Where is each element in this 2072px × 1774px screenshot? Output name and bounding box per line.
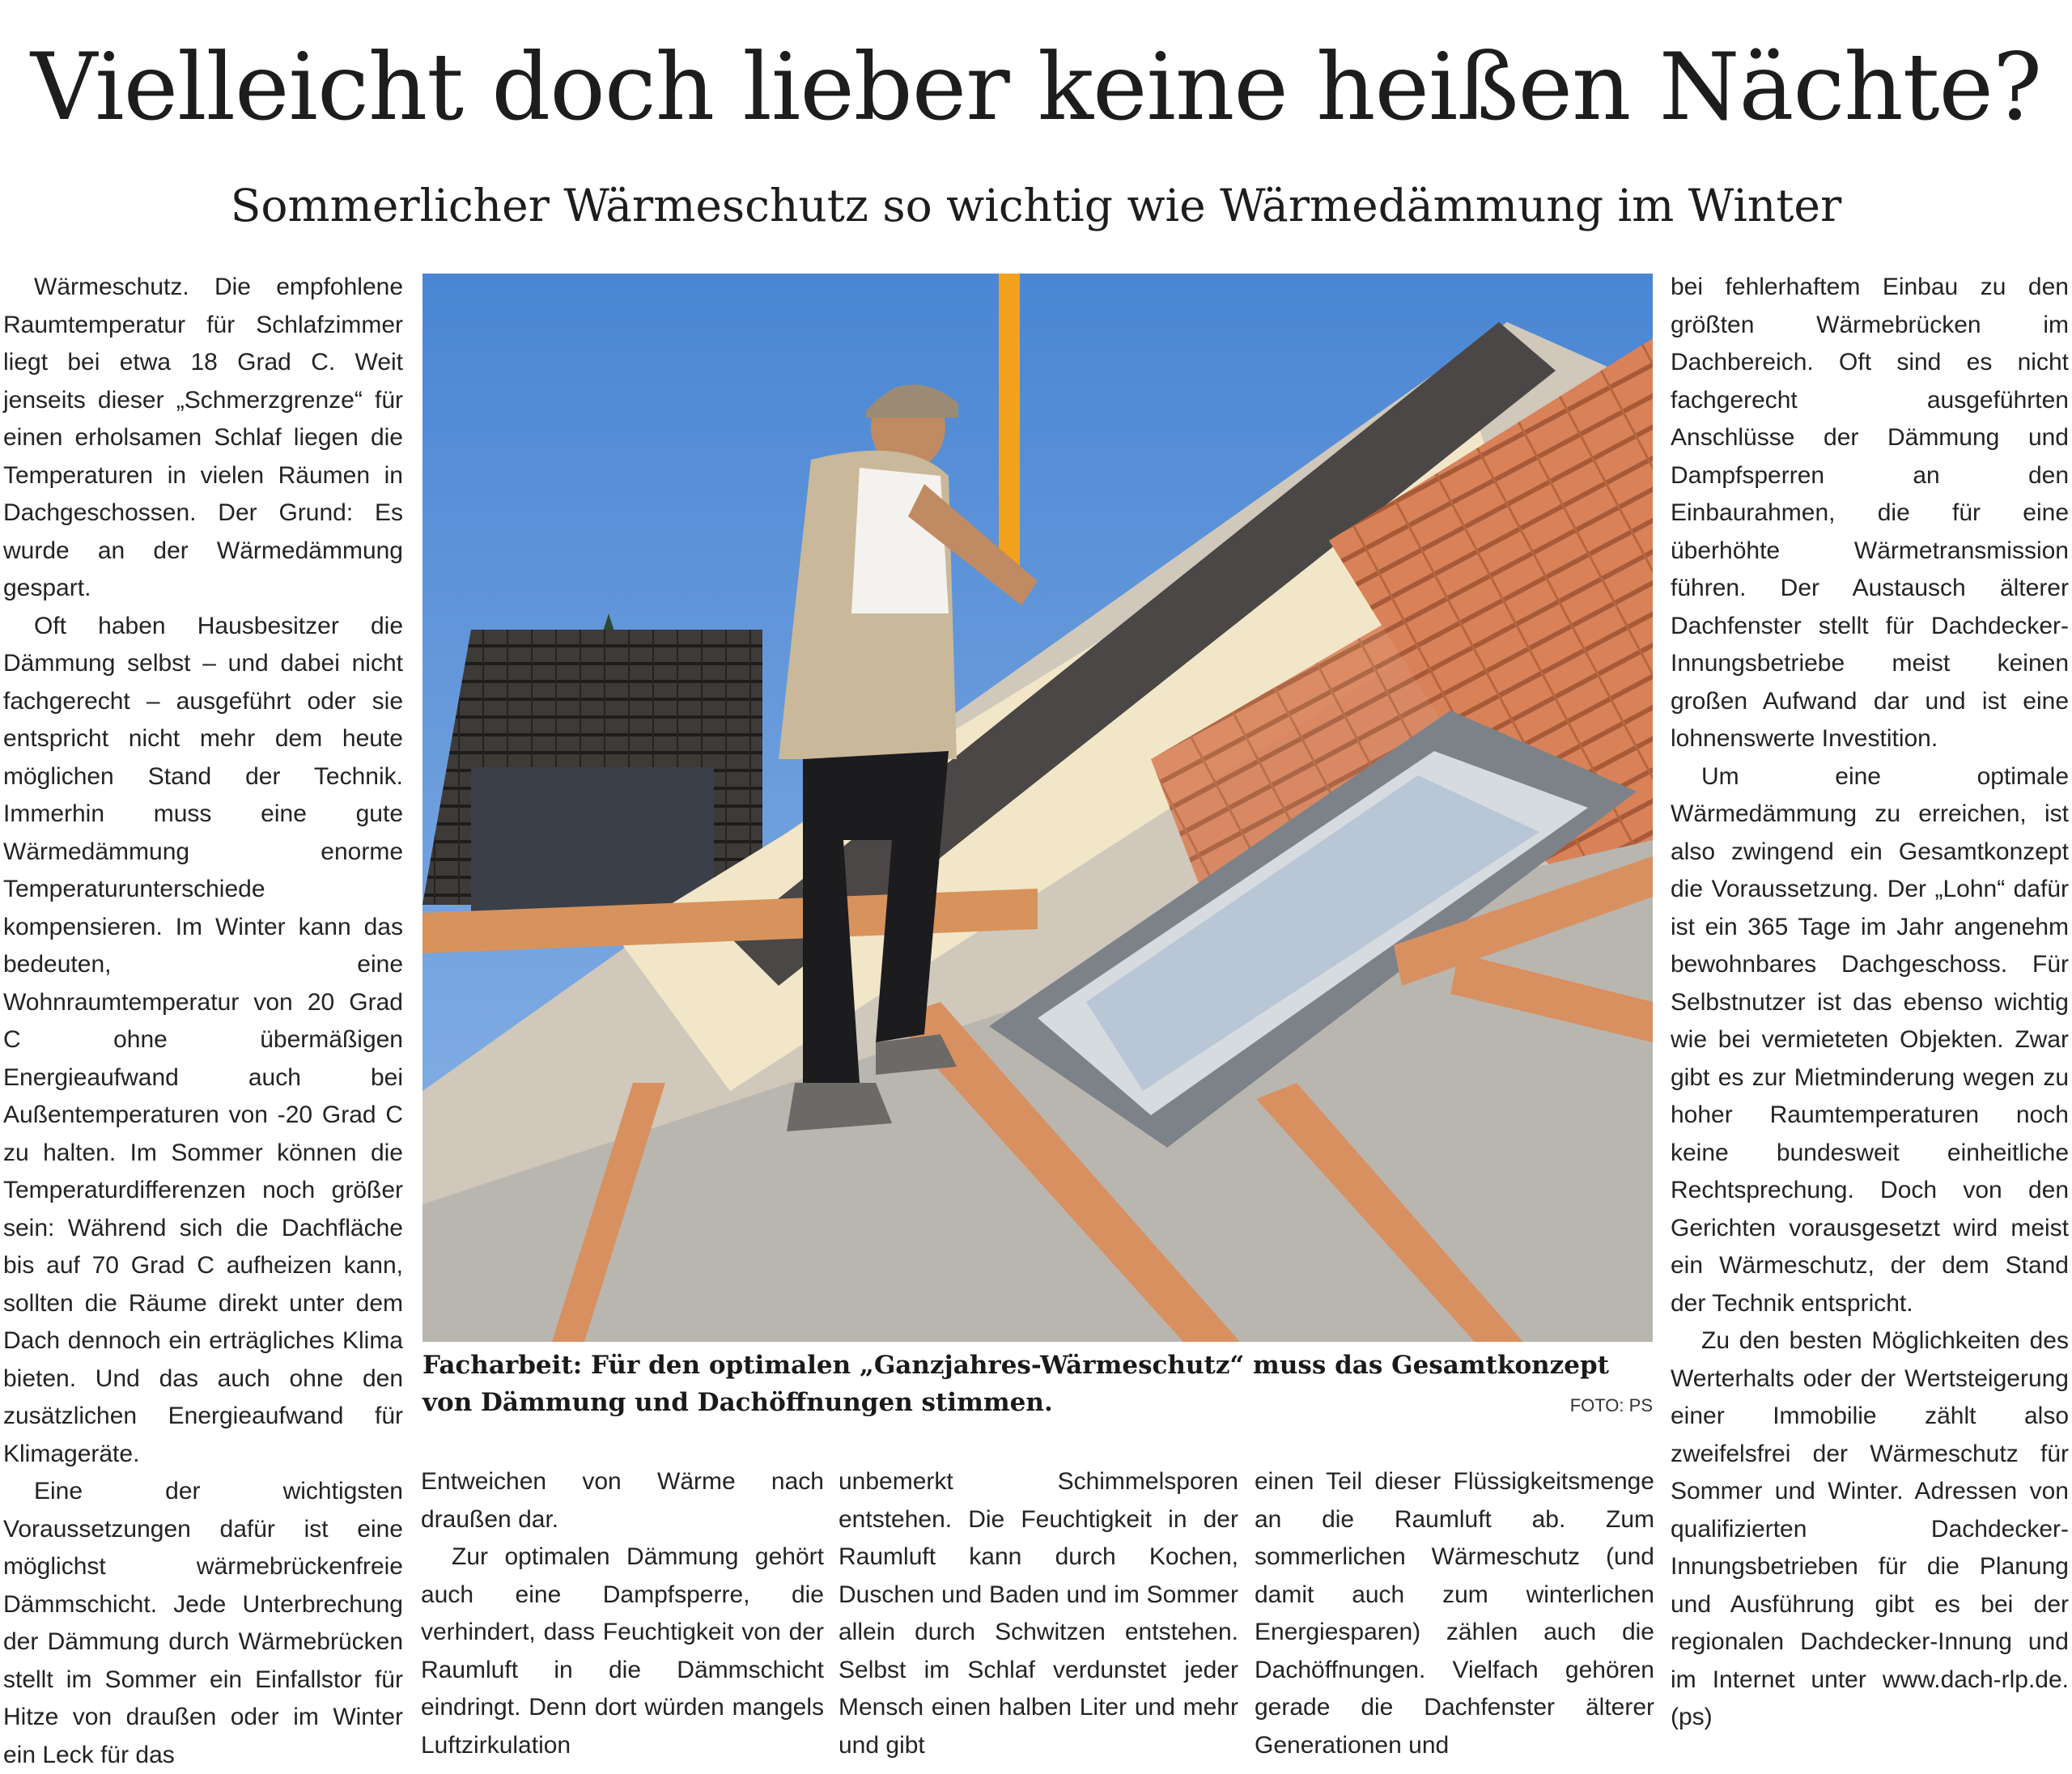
paragraph: Eine der wichtigsten Voraussetzungen dafür ist eine möglichst wärmebrückenfreie Dämmschicht. Jede Unterbrechung der Dämmung durch Wärmebrücken stellt im Sommer ein Einfallstor für Hitze von draußen oder im Winter ein Leck für das (3, 1478, 403, 1768)
paragraph: Zur optimalen Dämmung gehört auch eine Dampfsperre, die verhindert, dass Feuchtigkeit von der Raumluft in die Dämmschicht eindringt. Denn dort würden mangels Luftzirkulation (421, 1543, 824, 1759)
left-column (3, 269, 403, 1774)
photo-credit: FOTO: PS (1569, 1395, 1653, 1415)
paragraph: bei fehlerhaftem Einbau zu den größten Wärmebrücken im Dachbereich. Oft sind es nicht fachgerecht ausgeführten Anschlüsse der Dämmung und Dampfsperren an den Einbaurahmen, die für eine überhöhte Wärmetransmission führen. Der Austausch älterer Dachfenster stellt für Dachdecker-Innungsbetriebe meist keinen großen Aufwand dar und ist eine lohnenswerte Investition. (1671, 274, 2069, 752)
bottom-column-3 (839, 1463, 1238, 1764)
subheadline: Sommerlicher Wärmeschutz so wichtig wie Wärmedämmung im Winter (230, 180, 1842, 231)
paragraph: Wärmeschutz. Die empfohlene Raumtemperatur für Schlafzimmer liegt bei etwa 18 Grad C. Weit jenseits dieser „Schmerzgrenze“ für einen erholsamen Schlaf liegen die Temperaturen in vielen Räumen in Dachgeschossen. Der Grund: Es wurde an der Wärmedämmung gespart. (3, 274, 403, 601)
roofer-photo-illustration (422, 274, 1653, 1342)
paragraph: einen Teil dieser Flüssigkeitsmenge an die Raumluft ab. Zum sommerlichen Wärmeschutz (und damit auch zum winterlichen Energiesparen) zählen auch die Dachöffnungen. Vielfach gehören gerade die Dachfenster älterer Generationen und (1255, 1468, 1654, 1759)
paragraph: Entweichen von Wärme nach draußen dar. (421, 1468, 824, 1533)
bottom-column-4 (1255, 1463, 1654, 1764)
bottom-column-2 (421, 1463, 824, 1764)
paragraph: Oft haben Hausbesitzer die Dämmung selbst – und dabei nicht fachgerecht – ausgeführt oder sie entspricht nicht mehr dem heute möglichen Stand der Technik. Immerhin muss eine gute Wärmedämmung enorme Temperaturunterschiede kompensieren. Im Winter kann das bedeuten, eine Wohnraumtemperatur von 20 Grad C ohne übermäßigen Energieaufwand auch bei Außentemperaturen von -20 Grad C zu halten. Im Sommer können die Temperaturdifferenzen noch größer sein: Während sich die Dachfläche bis auf 70 Grad C aufheizen kann, sollten die Räume direkt unter dem Dach dennoch ein erträgliches Klima bieten. Und das auch ohne den zusätzlichen Energieaufwand für Klimageräte. (3, 612, 403, 1467)
article-photo (422, 274, 1653, 1342)
paragraph: Um eine optimale Wärmedämmung zu erreichen, ist also zwingend ein Gesamtkonzept die Voraussetzung. Der „Lohn“ dafür ist ein 365 Tage im Jahr angenehm bewohnbares Dachgeschoss. Für Selbstnutzer ist das ebenso wichtig wie bei vermieteten Objekten. Zwar gibt es zur Mietminderung wegen zu hoher Raumtemperaturen noch keine bundesweit einheitliche Rechtsprechung. Doch von den Gerichten vorausgesetzt wird meist ein Wärmeschutz, der dem Stand der Technik entspricht. (1671, 762, 2069, 1317)
paragraph: Zu den besten Möglichkeiten des Werterhalts oder der Wertsteigerung einer Immobilie zählt also zweifelsfrei der Wärmeschutz für Sommer und Winter. Adressen von qualifizierten Dachdecker-Innungsbetrieben für die Planung und Ausführung gibt es bei der regionalen Dachdecker-Innung und im Internet unter www.dach-rlp.de. (ps) (1671, 1327, 2069, 1730)
paragraph: unbemerkt Schimmelsporen entstehen. Die Feuchtigkeit in der Raumluft kann durch Kochen, Duschen und Baden und im Sommer allein durch Schwitzen entstehen. Selbst im Schlaf verdunstet jeder Mensch einen halben Liter und mehr und gibt (839, 1468, 1238, 1759)
headline: Vielleicht doch lieber keine heißen Nächte? (30, 33, 2042, 141)
photo-caption (422, 1347, 1653, 1421)
caption-text: Facharbeit: Für den optimalen „Ganzjahres-Wärmeschutz“ muss das Gesamtkonzept von Dämmung und Dachöffnungen stimmen. (422, 1351, 1609, 1417)
right-column (1671, 269, 2069, 1737)
